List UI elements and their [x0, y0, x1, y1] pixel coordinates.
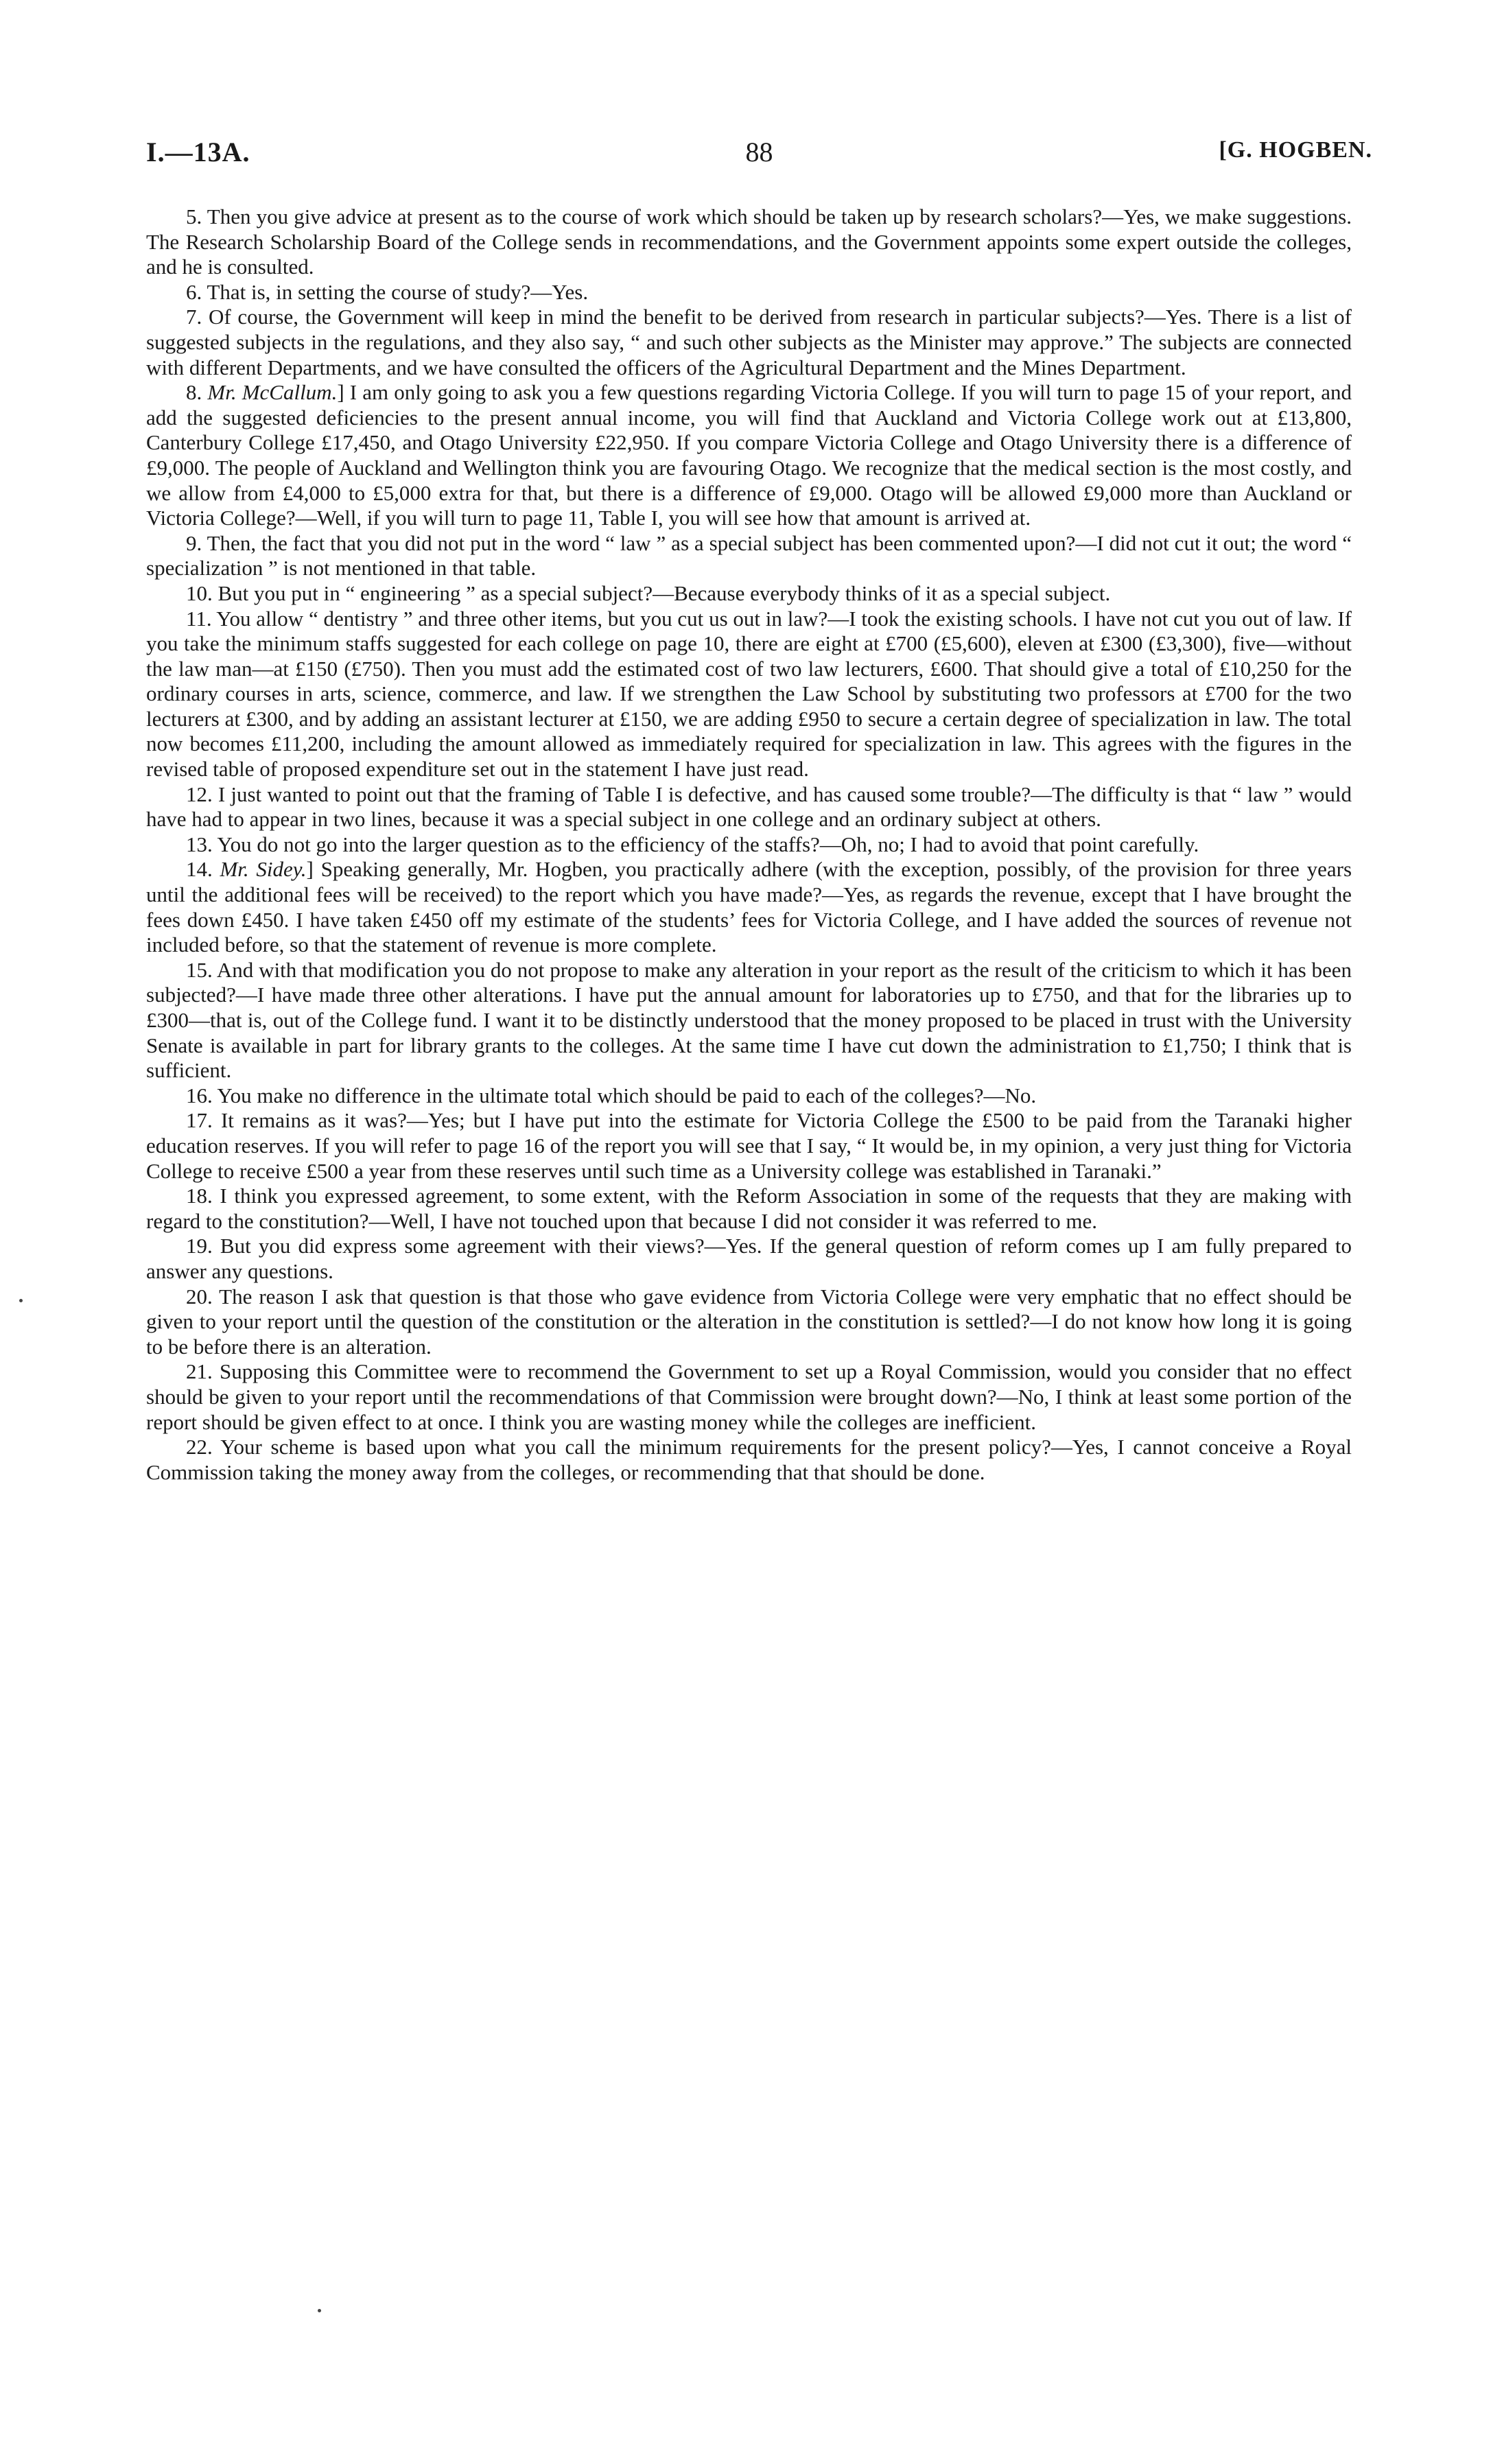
speaker-name: Mr. McCallum.: [207, 380, 338, 405]
page-number: 88: [745, 137, 773, 167]
page-body: [146, 204, 1352, 1485]
paragraph-17: 17. It remains as it was?—Yes; but I have put into the estimate for Victoria College the £500 to be paid from the Taranaki higher education reserves. If you will refer to page 16 of the report you will see that I say, “ It would be, in my opinion, a very just thing for Victoria College to receive £500 a year from these reserves until such time as a University college was established in Taranaki.”: [146, 1108, 1352, 1183]
paragraph-14-text: ] Speaking generally, Mr. Hogben, you practically adhere (with the exception, possibly, of the provision for three years until the additional fees will be received) to the report which you have made?—Yes, as regards the revenue, except that I have brought the fees down £450. I have taken £450 off my estimate of the students’ fees for Victoria College, and I have added the sources of revenue not included before, so that the statement of revenue is more complete.: [146, 857, 1352, 957]
paragraph-16: 16. You make no difference in the ultimate total which should be paid to each of the colleges?—No.: [186, 1083, 1037, 1107]
paragraph-15: 15. And with that modification you do not propose to make any alteration in your report as the result of the criticism to which it has been subjected?—I have made three other alterations. I have put the annual amount for laboratories up to £750, and that for the libraries up to £300—that is, out of the College fund. I want it to be distinctly understood that the money proposed to be placed in trust with the University Senate is available in part for library grants to the colleges. At the same time I have cut down the administration to £1,750; I think that is sufficient.: [146, 957, 1352, 1083]
paragraph-19: 19. But you did express some agreement with their views?—Yes. If the general question of reform comes up I am fully prepared to answer any questions.: [146, 1234, 1352, 1283]
paper-reference: I.—13A.: [146, 137, 250, 167]
paragraph-8-lead: 8.: [186, 380, 208, 405]
paragraph-18: 18. I think you expressed agreement, to some extent, with the Reform Association in some of the requests that they are making with regard to the constitution?—Well, I have not touched upon that because I did not consider it was referred to me.: [146, 1184, 1352, 1233]
margin-speck: [19, 1299, 23, 1302]
speaker-name: Mr. Sidey.: [220, 857, 307, 882]
paragraph-14-lead: 14.: [186, 857, 220, 882]
paragraph-22: 22. Your scheme is based upon what you call the minimum requirements for the present policy?—Yes, I cannot conceive a Royal Commission taking the money away from the colleges, or recommending that that should be done.: [146, 1435, 1352, 1484]
paragraph-20: 20. The reason I ask that question is that those who gave evidence from Victoria College were very emphatic that no effect should be given to your report until the question of the constitution or the alteration in the constitution is settled?—I do not know how long it is going to be before there is an alteration.: [146, 1284, 1352, 1359]
margin-speck: [318, 2309, 321, 2312]
paragraph-6: 6. That is, in setting the course of study?—Yes.: [186, 279, 589, 304]
paragraph-12: 12. I just wanted to point out that the framing of Table I is defective, and has caused some trouble?—The difficulty is that “ law ” would have had to appear in two lines, because it was a special subject in one college and an ordinary subject at others.: [146, 782, 1352, 832]
paragraph-7: 7. Of course, the Government will keep in mind the benefit to be derived from research in particular subjects?—Yes. There is a list of suggested subjects in the regulations, and they also say, “ and such other subjects as the Minister may approve.” The subjects are connected with different Departments, and we have consulted the officers of the Agricultural Department and the Mines Department.: [146, 305, 1352, 379]
paragraph-8: [146, 380, 1352, 531]
paragraph-5: 5. Then you give advice at present as to the course of work which should be taken up by research scholars?—Yes, we make suggestions. The Research Scholarship Board of the College sends in recommendations, and the Government appoints some expert outside the colleges, and he is consulted.: [146, 204, 1352, 279]
page-header: [146, 136, 1372, 177]
paragraph-11: 11. You allow “ dentistry ” and three other items, but you cut us out in law?—I took the existing schools. I have not cut you out of law. If you take the minimum staffs suggested for each college on page 10, there are eight at £700 (£5,600), eleven at £300 (£3,300), five—without the law man—at £150 (£750). Then you must add the estimated cost of two law lecturers, £600. That should give a total of £10,250 for the ordinary courses in arts, science, commerce, and law. If we strengthen the Law School by substituting two professors at £700 for the two lecturers at £300, and by adding an assistant lecturer at £150, we are adding £950 to secure a certain degree of specialization in law. The total now becomes £11,200, including the amount allowed as immediately required for specialization in law. This agrees with the figures in the revised table of proposed expenditure set out in the statement I have just read.: [146, 606, 1352, 782]
paragraph-14: [146, 857, 1352, 957]
paragraph-10: 10. But you put in “ engineering ” as a special subject?—Because everybody thinks of it as a special subject.: [186, 580, 1111, 605]
witness-name: [G. HOGBEN.: [1219, 137, 1372, 163]
paragraph-8-text: ] I am only going to ask you a few questions regarding Victoria College. If you will turn to page 15 of your report, and add the suggested deficiencies to the present annual income, you will find that Auckland and Victoria College work out at £13,800, Canterbury College £17,450, and Otago University £22,950. If you compare Victoria College and Otago University there is a difference of £9,000. The people of Auckland and Wellington think you are favouring Otago. We recognize that the medical section is the most costly, and we allow from £4,000 to £5,000 extra for that, but there is a difference of £9,000. Otago will be allowed £9,000 more than Auckland or Victoria College?—Well, if you will turn to page 11, Table I, you will see how that amount is arrived at.: [146, 380, 1352, 530]
paragraph-9: 9. Then, the fact that you did not put in the word “ law ” as a special subject has been commented upon?—I did not cut it out; the word “ specialization ” is not mentioned in that table.: [146, 530, 1352, 580]
paragraph-13: 13. You do not go into the larger question as to the efficiency of the staffs?—Oh, no; I had to avoid that point carefully.: [186, 832, 1199, 856]
paragraph-21: 21. Supposing this Committee were to recommend the Government to set up a Royal Commission, would you consider that no effect should be given to your report until the recommendations of that Commission were brought down?—No, I think at least some portion of the report should be given effect to at once. I think you are wasting money while the colleges are inefficient.: [146, 1359, 1352, 1434]
